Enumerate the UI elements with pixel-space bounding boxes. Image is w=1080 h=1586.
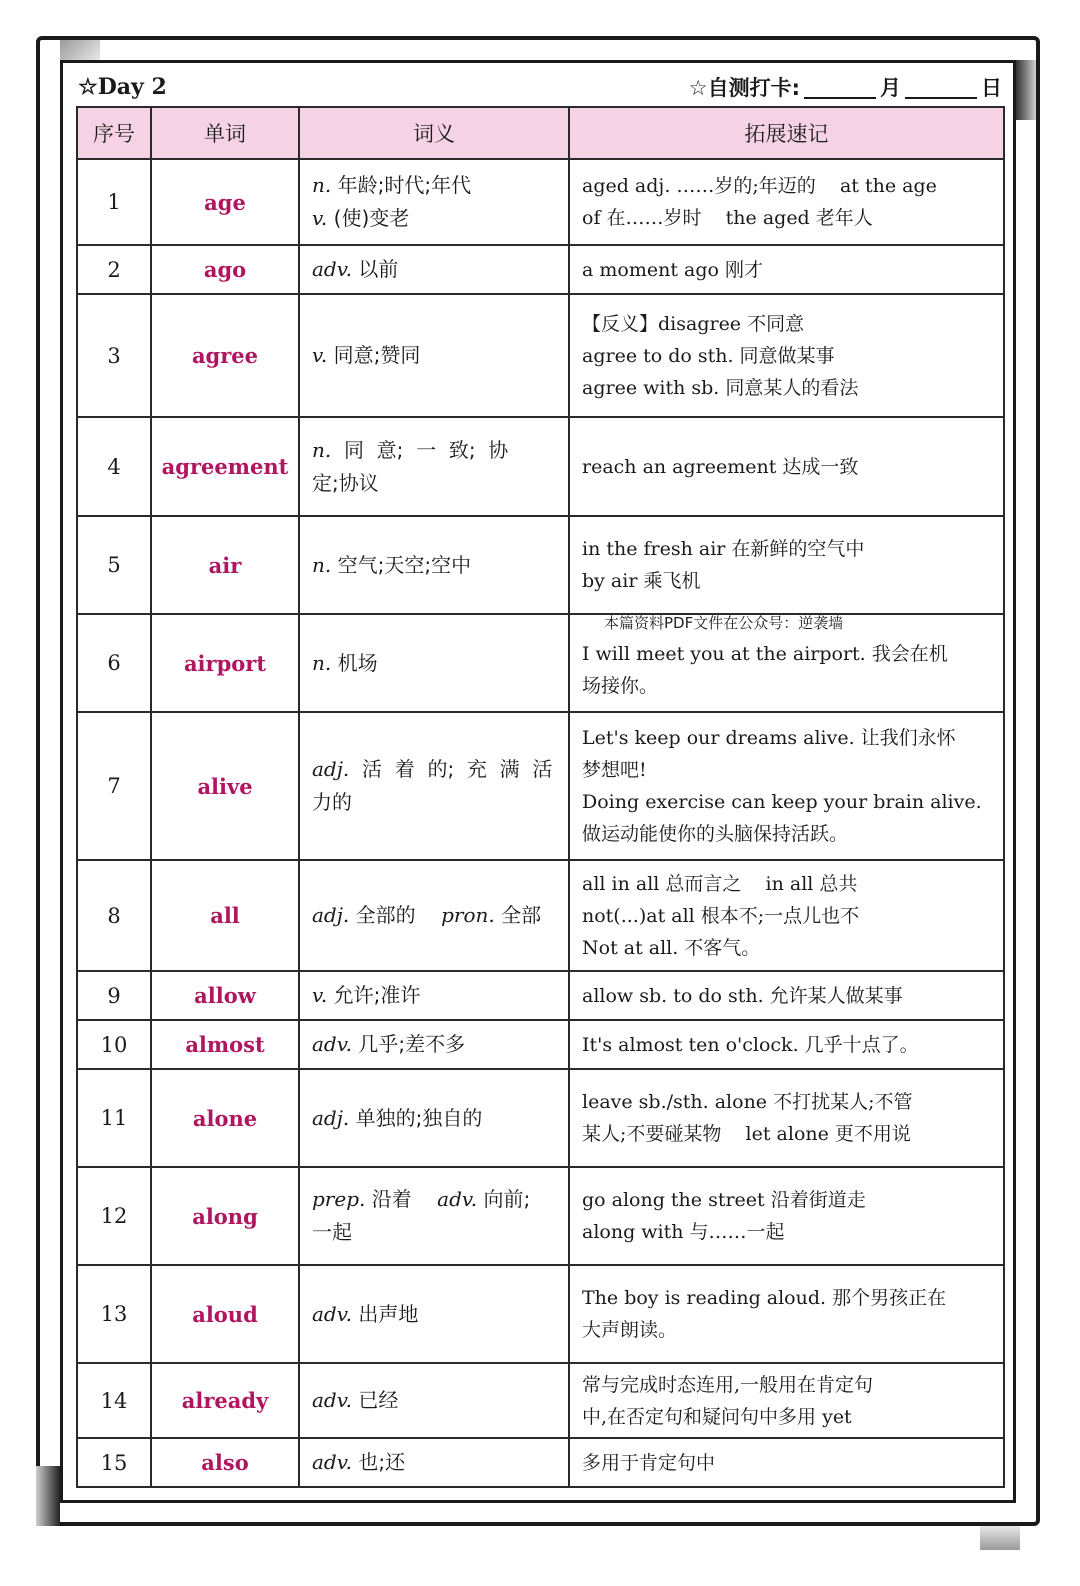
- vocab-word: agree: [151, 294, 299, 417]
- table-row: [77, 1265, 1004, 1363]
- meaning-text: 同意;赞同: [327, 343, 421, 367]
- extension-line: agree to do sth. 同意做某事: [582, 344, 835, 367]
- vocab-word: alive: [151, 712, 299, 860]
- extension-line: reach an agreement 达成一致: [582, 455, 859, 478]
- part-of-speech: adv.: [312, 1301, 353, 1326]
- vocabulary-table: [76, 106, 1005, 1488]
- extension-notes: [569, 1265, 1004, 1363]
- meaning-line: [312, 899, 556, 932]
- extension-line: along with 与……一起: [582, 1221, 785, 1243]
- vocab-word: air: [151, 516, 299, 614]
- vocab-word: airport: [151, 614, 299, 712]
- row-number: 2: [77, 245, 151, 294]
- extension-line: I will meet you at the airport. 我会在机: [582, 643, 948, 665]
- table-row: [77, 614, 1004, 712]
- table-row: [77, 294, 1004, 417]
- extension-line: a moment ago 刚才: [582, 258, 763, 281]
- meaning-text: 全部的: [349, 903, 442, 927]
- meaning-line: [312, 253, 556, 286]
- meaning-text: 一起: [312, 1220, 352, 1244]
- part-of-speech: v.: [312, 206, 328, 230]
- meaning-line: [312, 1102, 556, 1135]
- word-meaning: [299, 712, 569, 860]
- part-of-speech: adj.: [312, 1105, 350, 1130]
- word-meaning: [299, 294, 569, 417]
- meaning-text: 以前: [352, 257, 399, 281]
- extension-line: all in all 总而言之 in all 总共: [582, 872, 858, 895]
- frame-corner: [60, 40, 100, 60]
- part-of-speech: adv.: [312, 1450, 353, 1474]
- extension-line: Doing exercise can keep your brain alive.: [582, 791, 982, 813]
- part-of-speech: n.: [312, 173, 332, 197]
- table-row: [77, 971, 1004, 1020]
- extension-line: by air 乘飞机: [582, 570, 701, 592]
- row-number: 6: [77, 614, 151, 712]
- extension-notes: [569, 1438, 1004, 1487]
- extension-line: of 在……岁时 the aged 老年人: [582, 207, 873, 229]
- word-meaning: [299, 1438, 569, 1487]
- word-meaning: [299, 245, 569, 294]
- word-meaning: [299, 1020, 569, 1069]
- extension-notes: [569, 614, 1004, 712]
- word-meaning: [299, 417, 569, 516]
- word-meaning: [299, 516, 569, 614]
- extension-line: aged adj. ……岁的;年迈的 at the age: [582, 175, 937, 197]
- extension-notes: [569, 245, 1004, 294]
- watermark-text: 本篇资料PDF文件在公众号：逆袭墙: [604, 614, 844, 632]
- part-of-speech: adv.: [312, 1032, 353, 1056]
- meaning-text: (使)变老: [327, 206, 410, 230]
- part-of-speech: n.: [312, 650, 332, 675]
- meaning-text: 活 着 的; 充 满 活: [349, 757, 553, 781]
- meaning-line: [312, 753, 556, 786]
- meaning-text: 空气;天空;空中: [331, 552, 472, 577]
- meaning-text: 已经: [352, 1388, 399, 1412]
- extension-notes: [569, 1167, 1004, 1265]
- vocab-word: age: [151, 159, 299, 245]
- row-number: 5: [77, 516, 151, 614]
- row-number: 10: [77, 1020, 151, 1069]
- extension-line: Not at all. 不客气。: [582, 936, 761, 959]
- row-number: 11: [77, 1069, 151, 1167]
- extension-line: 场接你。: [582, 675, 659, 697]
- extension-line: 大声朗读。: [582, 1319, 678, 1341]
- meaning-text: 向前;: [477, 1187, 531, 1211]
- extension-line: agree with sb. 同意某人的看法: [582, 376, 859, 399]
- meaning-line: [312, 979, 556, 1012]
- table-row: [77, 245, 1004, 294]
- extension-notes: [569, 712, 1004, 860]
- frame-corner: [36, 1466, 60, 1526]
- part-of-speech: adv.: [437, 1187, 478, 1211]
- extension-line: leave sb./sth. alone 不打扰某人;不管: [582, 1091, 913, 1113]
- extension-line: in the fresh air 在新鲜的空气中: [582, 538, 865, 560]
- vocab-word: along: [151, 1167, 299, 1265]
- month-blank: [804, 75, 876, 99]
- extension-line: 【反义】disagree 不同意: [582, 312, 805, 335]
- meaning-line: [312, 1446, 556, 1479]
- vocab-word: aloud: [151, 1265, 299, 1363]
- meaning-line: [312, 549, 556, 582]
- extension-notes: [569, 516, 1004, 614]
- meaning-text: 单独的;独自的: [349, 1105, 483, 1130]
- vocab-word: already: [151, 1363, 299, 1438]
- table-row: [77, 417, 1004, 516]
- word-meaning: [299, 1363, 569, 1438]
- vocab-word: almost: [151, 1020, 299, 1069]
- column-header-word: 单词: [151, 107, 299, 159]
- frame-corner: [980, 1526, 1020, 1550]
- meaning-text: 定;协议: [312, 470, 379, 495]
- part-of-speech: prep.: [312, 1187, 366, 1211]
- word-meaning: [299, 614, 569, 712]
- extension-line: not(...)at all 根本不;一点儿也不: [582, 904, 860, 927]
- meaning-line: [312, 1384, 556, 1417]
- column-header-meaning: 词义: [299, 107, 569, 159]
- extension-line: 做运动能使你的头脑保持活跃。: [582, 823, 849, 845]
- extension-notes: [569, 294, 1004, 417]
- row-number: 14: [77, 1363, 151, 1438]
- part-of-speech: v.: [312, 983, 328, 1007]
- part-of-speech: v.: [312, 343, 328, 367]
- row-number: 1: [77, 159, 151, 245]
- part-of-speech: n.: [312, 552, 332, 577]
- meaning-line: [312, 339, 556, 372]
- meaning-text: 机场: [331, 650, 378, 675]
- extension-notes: [569, 417, 1004, 516]
- checkin-label: ☆自测打卡:: [688, 76, 800, 100]
- meaning-line: [312, 1298, 556, 1331]
- month-unit: 月: [880, 76, 901, 100]
- part-of-speech: pron.: [441, 903, 495, 927]
- extension-line: Let's keep our dreams alive. 让我们永怀: [582, 727, 956, 749]
- meaning-line: [312, 169, 556, 202]
- day-blank: [905, 75, 977, 99]
- extension-notes: [569, 971, 1004, 1020]
- word-meaning: [299, 1069, 569, 1167]
- part-of-speech: adj.: [312, 757, 350, 781]
- table-row: [77, 1363, 1004, 1438]
- row-number: 12: [77, 1167, 151, 1265]
- meaning-line: [312, 1028, 556, 1061]
- row-number: 13: [77, 1265, 151, 1363]
- row-number: 7: [77, 712, 151, 860]
- meaning-line: [312, 647, 556, 680]
- extension-line: 某人;不要碰某物 let alone 更不用说: [582, 1123, 911, 1145]
- row-number: 15: [77, 1438, 151, 1487]
- vocab-word: allow: [151, 971, 299, 1020]
- meaning-line: [312, 1183, 556, 1216]
- meaning-text: 同 意; 一 致; 协: [331, 437, 509, 462]
- word-meaning: [299, 1265, 569, 1363]
- vocab-word: ago: [151, 245, 299, 294]
- part-of-speech: adj.: [312, 903, 350, 927]
- table-row: [77, 516, 1004, 614]
- extension-line: 中,在否定句和疑问句中多用 yet: [582, 1405, 852, 1428]
- meaning-text: 年龄;时代;年代: [331, 173, 472, 197]
- table-row: [77, 712, 1004, 860]
- vocab-word: alone: [151, 1069, 299, 1167]
- frame-corner: [1014, 60, 1036, 120]
- meaning-text: 允许;准许: [327, 983, 421, 1007]
- meaning-text: 力的: [312, 790, 352, 814]
- meaning-text: 出声地: [352, 1301, 419, 1326]
- part-of-speech: adv.: [312, 1388, 353, 1412]
- table-header-row: [77, 107, 1004, 159]
- part-of-speech: n.: [312, 437, 332, 462]
- table-row: [77, 159, 1004, 245]
- column-header-extension: 拓展速记: [569, 107, 1004, 159]
- word-meaning: [299, 1167, 569, 1265]
- extension-notes: [569, 1363, 1004, 1438]
- meaning-text: 也;还: [352, 1450, 406, 1474]
- extension-line: allow sb. to do sth. 允许某人做某事: [582, 984, 903, 1007]
- meaning-text: 几乎;差不多: [352, 1032, 466, 1056]
- table-row: [77, 1167, 1004, 1265]
- day-title: ☆Day 2: [78, 74, 167, 100]
- table-row: [77, 1020, 1004, 1069]
- extension-line: 梦想吧!: [582, 759, 647, 781]
- extension-line: The boy is reading aloud. 那个男孩正在: [582, 1287, 947, 1309]
- extension-notes: [569, 159, 1004, 245]
- row-number: 8: [77, 860, 151, 971]
- word-meaning: [299, 159, 569, 245]
- table-row: [77, 860, 1004, 971]
- extension-line: It's almost ten o'clock. 几乎十点了。: [582, 1033, 919, 1056]
- word-meaning: [299, 971, 569, 1020]
- meaning-line: [312, 202, 556, 235]
- meaning-line: [312, 434, 556, 467]
- extension-notes: [569, 1069, 1004, 1167]
- vocab-word: all: [151, 860, 299, 971]
- meaning-line: [312, 786, 556, 819]
- row-number: 4: [77, 417, 151, 516]
- self-check-in: [689, 72, 1002, 102]
- table-row: [77, 1438, 1004, 1487]
- extension-line: 常与完成时态连用,一般用在肯定句: [582, 1373, 874, 1396]
- extension-line: 多用于肯定句中: [582, 1451, 716, 1474]
- part-of-speech: adv.: [312, 257, 353, 281]
- meaning-text: 沿着: [365, 1187, 438, 1211]
- page-header: [78, 70, 1002, 104]
- vocab-word: also: [151, 1438, 299, 1487]
- table-row: [77, 1069, 1004, 1167]
- column-header-number: 序号: [77, 107, 151, 159]
- day-unit: 日: [981, 76, 1002, 100]
- vocab-word: agreement: [151, 417, 299, 516]
- extension-notes: [569, 860, 1004, 971]
- meaning-text: 全部: [494, 903, 542, 927]
- meaning-line: [312, 1216, 556, 1249]
- extension-notes: [569, 1020, 1004, 1069]
- row-number: 3: [77, 294, 151, 417]
- row-number: 9: [77, 971, 151, 1020]
- meaning-line: [312, 467, 556, 500]
- extension-line: go along the street 沿着街道走: [582, 1189, 866, 1211]
- word-meaning: [299, 860, 569, 971]
